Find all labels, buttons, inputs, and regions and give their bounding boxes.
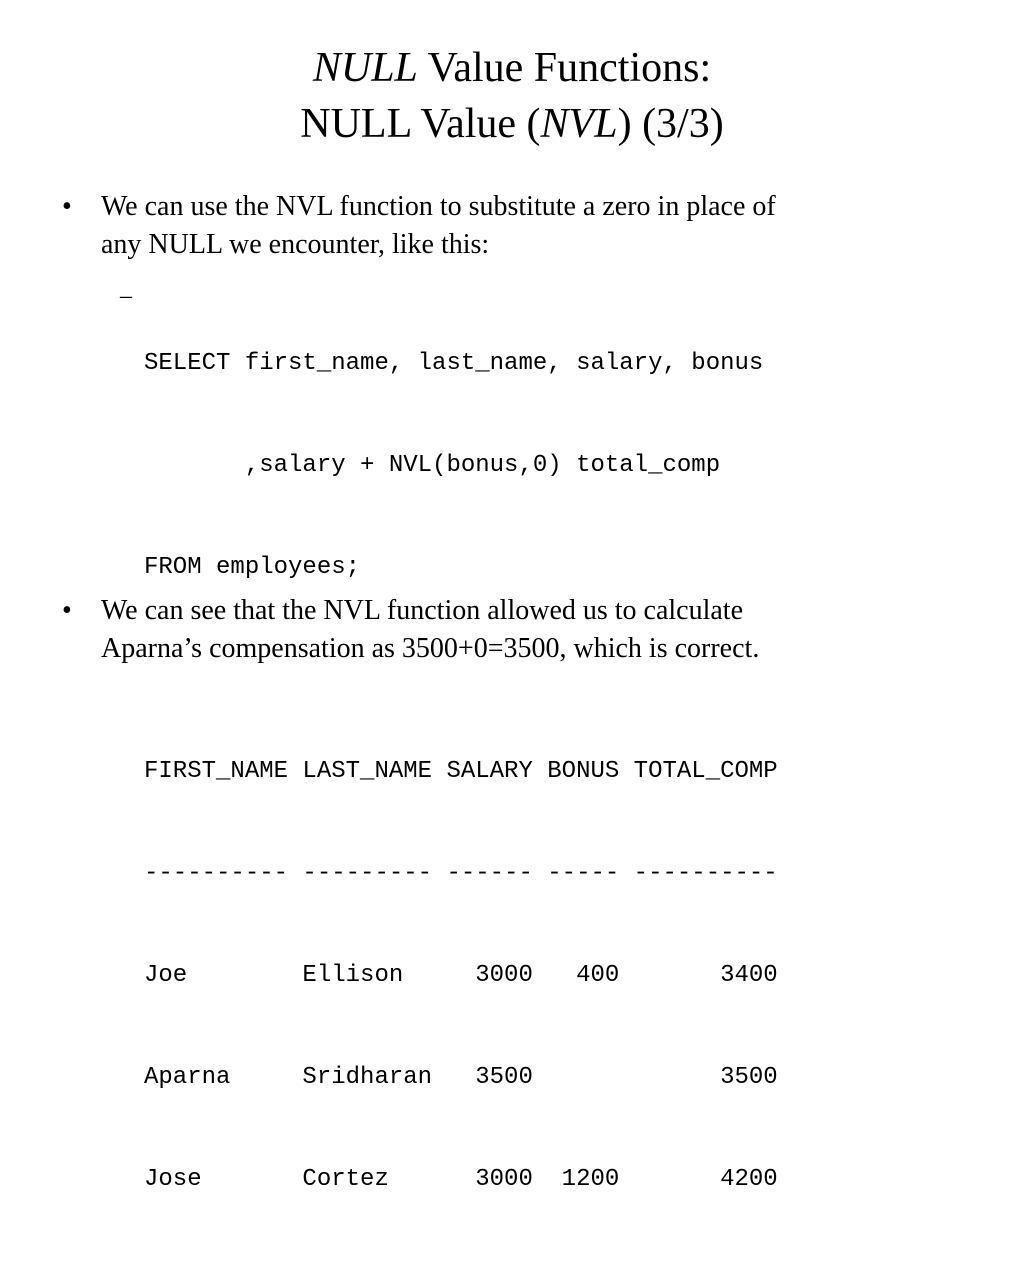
title-line-1-rest: Value Functions: — [417, 45, 712, 91]
result-row: Joe Ellison 3000 400 3400 — [144, 962, 778, 989]
bullet-text-line: We can use the NVL function to substitute a zero in place of — [101, 191, 776, 222]
sub-bullet-marker: – — [120, 283, 132, 309]
sql-code-block — [144, 279, 778, 1265]
title-nvl-italic: NVL — [540, 101, 618, 147]
code-line: FROM employees; — [144, 554, 361, 581]
result-row: Jose Cortez 3000 1200 4200 — [144, 1166, 778, 1193]
bullet-marker: • — [62, 595, 72, 626]
result-separator-line: ---------- --------- ------ ----- ---------- — [144, 860, 778, 887]
bullet-text-line: any NULL we encounter, like this: — [101, 229, 490, 260]
bullet-item-2 — [62, 592, 962, 672]
bullet-text — [101, 592, 941, 668]
code-line: SELECT first_name, last_name, salary, bonus — [144, 350, 764, 377]
result-header-line: FIRST_NAME LAST_NAME SALARY BONUS TOTAL_COMP — [144, 758, 778, 785]
bullet-text-line: We can see that the NVL function allowed us to calculate — [101, 595, 744, 626]
bullet-item-1 — [62, 188, 962, 268]
bullet-text-line: Aparna’s compensation as 3500+0=3500, which is correct. — [101, 633, 760, 664]
title-line-2-post: ) (3/3) — [617, 101, 724, 147]
title-line-1 — [0, 40, 1024, 96]
slide-title — [0, 40, 1024, 152]
title-null-italic: NULL — [312, 45, 418, 91]
title-line-2 — [0, 96, 1024, 152]
title-line-2-pre: NULL Value ( — [300, 101, 541, 147]
result-row: Aparna Sridharan 3500 3500 — [144, 1064, 778, 1091]
bullet-marker: • — [62, 191, 72, 222]
code-line: ,salary + NVL(bonus,0) total_comp — [144, 452, 721, 479]
bullet-text — [101, 188, 941, 264]
